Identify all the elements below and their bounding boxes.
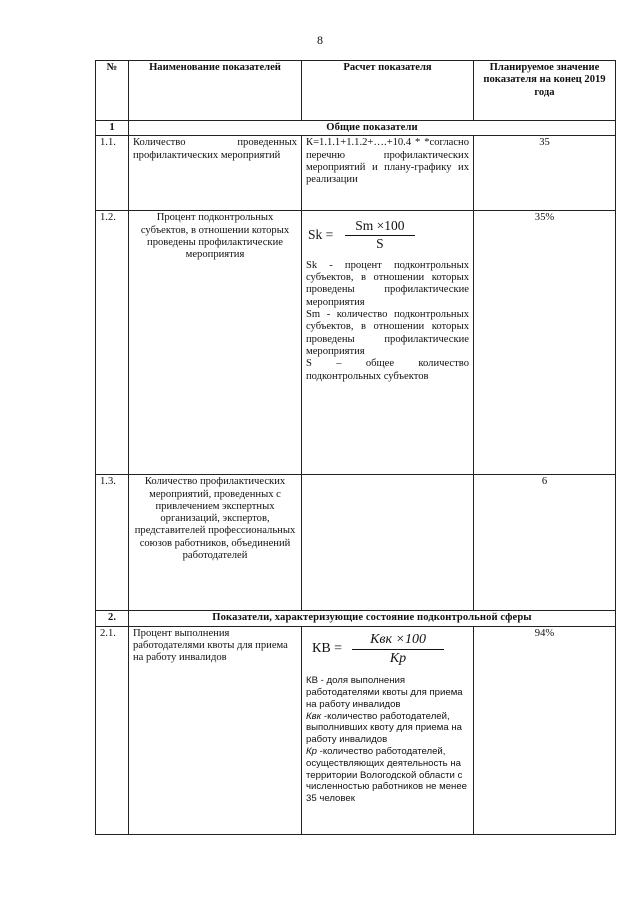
section-row-2 [96,611,616,626]
formula-numerator: Квк ×100 [352,634,444,650]
indicator-calc [302,211,474,475]
desc-kp [306,746,469,805]
header-name: Наименование показателей [129,61,302,121]
desc-kp-text: -количество работодателей, осуществляющих деятельность на территории Вологодской области с численностью работников не менее 35 человек [306,745,468,805]
desc-kvk [306,711,469,746]
indicator-name: Процент выполнения работодателями квоты для приема на работу инвалидов [129,626,302,834]
section-title: Показатели, характеризующие состояние подконтрольной сферы [129,611,616,626]
var-kvk: Квк [306,710,322,722]
table-row [96,475,616,611]
header-plan: Планируемое значение показателя на конец 2019 года [474,61,616,121]
formula [308,220,469,250]
plan-value: 6 [474,475,616,611]
formula-description: S – общее количество подконтрольных субъектов [306,358,469,382]
indicator-name: Количество профилактических мероприятий, проведенных с привлечением экспертных организаций, экспертов, представителей профессиональных союзов работников, объединений работодателей [129,475,302,611]
plan-value: 94% [474,626,616,834]
formula-numerator: Sm ×100 [345,220,414,235]
header-calc: Расчет показателя [302,61,474,121]
formula-denominator: Кр [389,650,407,666]
indicator-calc [302,475,474,611]
desc-kvk-text: -количество работодателей, выполнивших квоту для приема на работу инвалидов [306,710,462,746]
formula-denominator: S [376,235,384,251]
row-num: 1.1. [96,136,129,211]
header-num: № [96,61,129,121]
formula [312,631,469,666]
formula-description: Sk - процент подконтрольных субъектов, в отношении которых проведены профилактические мероприятия [306,259,469,308]
plan-value: 35% [474,211,616,475]
formula-lhs: Sk = [308,226,334,242]
formula-lhs: КВ = [312,641,343,657]
desc-kv: КВ - доля выполнения работодателями квоты для приема на работу инвалидов [306,675,463,710]
section-title: Общие показатели [129,121,616,136]
indicator-calc: К=1.1.1+1.1.2+….+10.4 * *согласно перечню профилактических мероприятий и плану-графику их реализации [302,136,474,211]
section-num: 2. [96,611,129,626]
formula-fraction [345,220,414,250]
table-row [96,136,616,211]
indicators-table [95,60,616,835]
table-row [96,626,616,834]
row-num: 1.2. [96,211,129,475]
table-header-row [96,61,616,121]
formula-description: Sm - количество подконтрольных субъектов, в отношении которых проведены профилактические мероприятия [306,309,469,357]
formula-fraction [352,631,444,666]
indicator-name: Процент подконтрольных субъектов, в отношении которых проведены профилактические мероприятия [129,211,302,475]
indicator-name: Количество проведенных профилактических мероприятий [129,136,302,211]
indicator-calc [302,626,474,834]
row-num: 1.3. [96,475,129,611]
section-num: 1 [96,121,129,136]
page-number: 8 [317,33,323,47]
formula-description [306,675,469,805]
table-row [96,211,616,475]
row-num: 2.1. [96,626,129,834]
var-kp: Кр [306,745,317,757]
section-row-1 [96,121,616,136]
plan-value: 35 [474,136,616,211]
